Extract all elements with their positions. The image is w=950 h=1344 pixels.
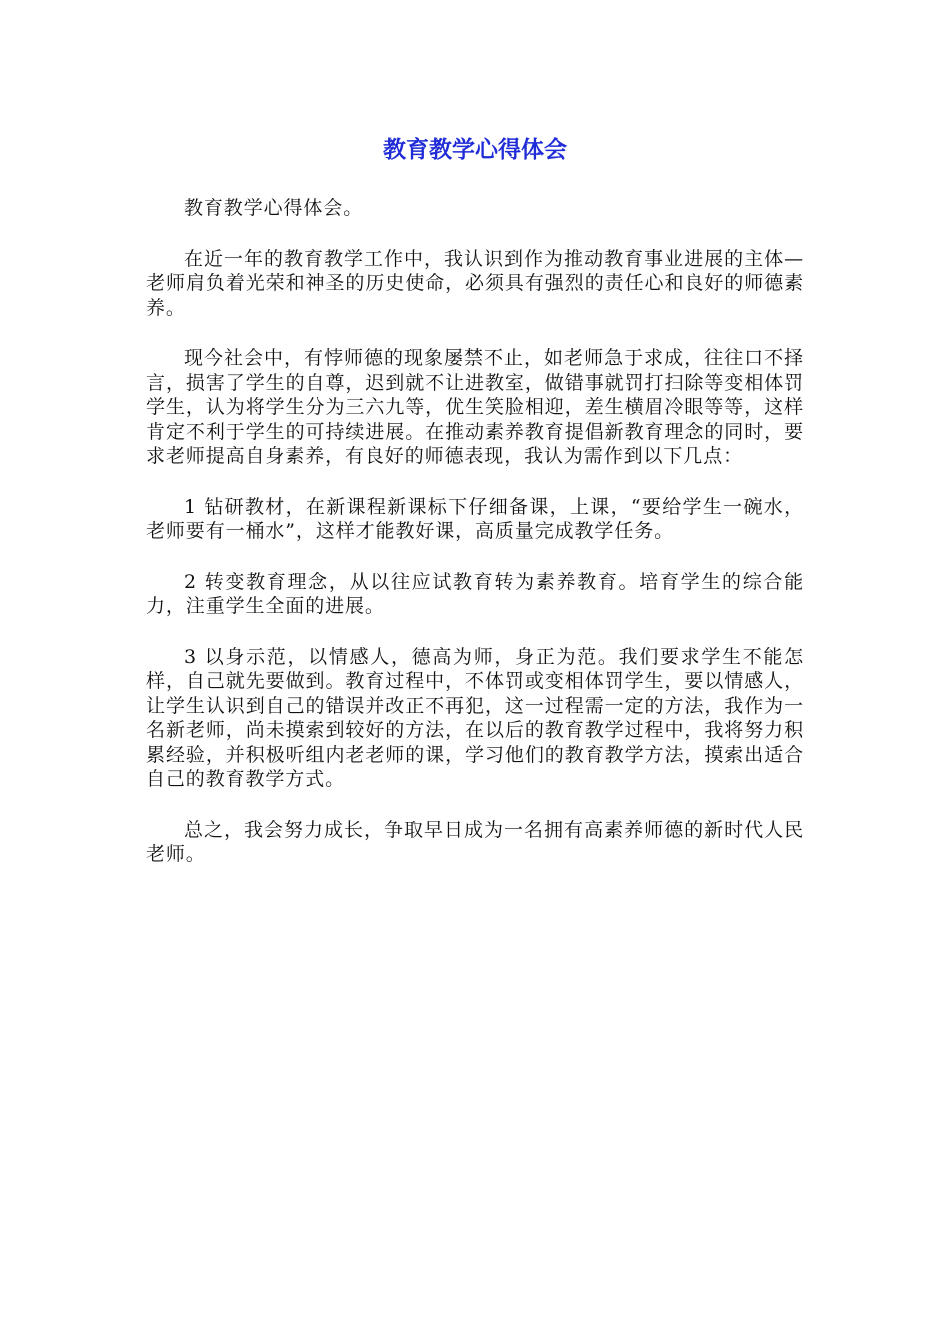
paragraph-point-3: 3 以身示范，以情感人，德高为师，身正为范。我们要求学生不能怎样，自己就先要做到。教育过程中，不体罚或变相体罚学生，要以情感人，让学生认识到自己的错误并改正不再犯，这一过程需一定的方法，我作为一名新老师，尚未摸索到较好的方法，在以后的教育教学过程中，我将努力积累经验，并积极听组内老老师的课，学习他们的教育教学方法，摸索出适合自己的教育教学方式。: [146, 645, 804, 790]
paragraph-conclusion: 总之，我会努力成长，争取早日成为一名拥有高素养师德的新时代人民老师。: [146, 818, 804, 865]
document-title: 教育教学心得体会: [383, 137, 567, 163]
paragraph-point-2: 2 转变教育理念，从以往应试教育转为素养教育。培育学生的综合能力，注重学生全面的进展。: [146, 570, 804, 617]
paragraph-mission: 在近一年的教育教学工作中，我认识到作为推动教育事业进展的主体—老师肩负着光荣和神圣的历史使命，必须具有强烈的责任心和良好的师德素养。: [146, 247, 804, 319]
document-body: [146, 196, 804, 893]
paragraph-point-1: 1 钻研教材，在新课程新课标下仔细备课，上课，“要给学生一碗水，老师要有一桶水”，这样才能教好课，高质量完成教学任务。: [146, 495, 804, 542]
paragraph-problems: 现今社会中，有悖师德的现象屡禁不止，如老师急于求成，往往口不择言，损害了学生的自尊，迟到就不让进教室，做错事就罚打扫除等变相体罚学生，认为将学生分为三六九等，优生笑脸相迎，差生横眉冷眼等等，这样肯定不利于学生的可持续进展。在推动素养教育提倡新教育理念的同时，要求老师提高自身素养，有良好的师德表现，我认为需作到以下几点：: [146, 347, 804, 467]
paragraph-intro: 教育教学心得体会。: [184, 197, 364, 219]
